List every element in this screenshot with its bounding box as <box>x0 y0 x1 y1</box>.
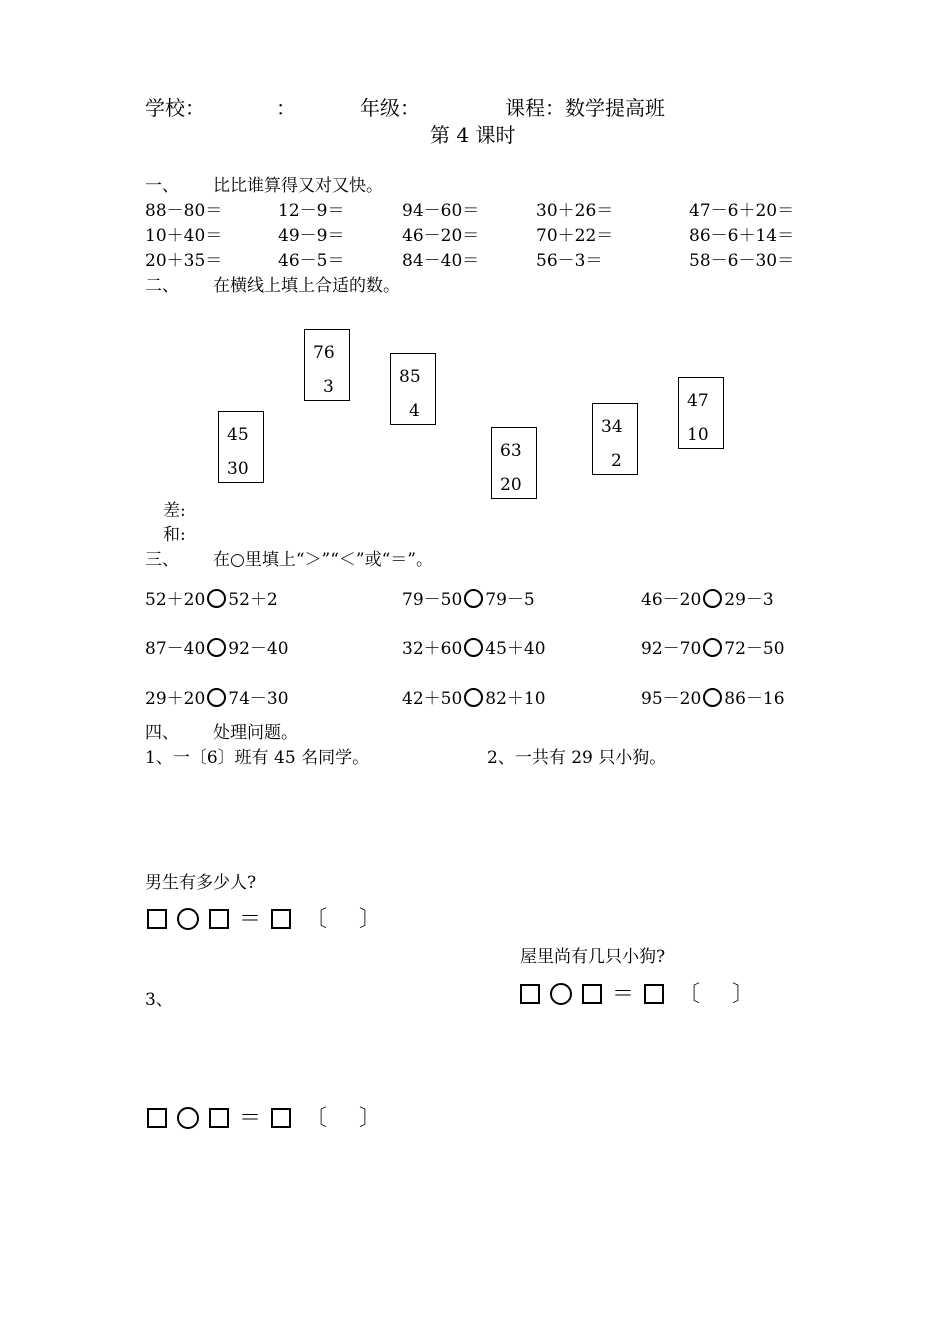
comparison-right: 45＋40 <box>485 639 546 659</box>
comparison-left: 29＋20 <box>145 689 206 709</box>
answer-formula-2 <box>520 977 757 1008</box>
number-box <box>304 329 350 401</box>
exercise: 70＋22＝ <box>536 226 614 246</box>
question-2-ask: 屋里尚有几只小狗? <box>520 947 666 967</box>
number-box <box>592 403 638 475</box>
section1-title: 比比谁算得又对又快。 <box>213 176 383 196</box>
question-1: 1、一〔6〕班有 45 名同学。 <box>145 748 370 768</box>
blank-square[interactable] <box>209 1108 229 1128</box>
compare-circle[interactable] <box>207 638 226 657</box>
sum-label: 和: <box>163 525 186 545</box>
blank-square[interactable] <box>644 984 664 1004</box>
comparison-item <box>402 634 546 659</box>
compare-circle[interactable] <box>703 688 722 707</box>
comparison-left: 32＋60 <box>402 639 463 659</box>
number-box <box>218 411 264 483</box>
comparison-left: 52＋20 <box>145 590 206 610</box>
course-label: 课程：数学提高班 <box>505 96 665 120</box>
number-box <box>678 377 724 449</box>
question-1-ask: 男生有多少人? <box>145 873 257 893</box>
paren-open: 〔 <box>305 907 328 932</box>
comparison-right: 74－30 <box>228 689 289 709</box>
comparison-right: 86－16 <box>724 689 785 709</box>
comparison-item <box>145 684 289 709</box>
exercise: 10＋40＝ <box>145 226 223 246</box>
section1-number: 一、 <box>145 176 179 196</box>
number-box-bottom: 20 <box>500 475 522 495</box>
exercise: 58－6－30＝ <box>689 251 795 271</box>
number-box-bottom: 4 <box>409 401 420 421</box>
exercise: 47－6＋20＝ <box>689 201 795 221</box>
paren-close: 〕 <box>732 982 755 1007</box>
number-box-bottom: 2 <box>611 451 622 471</box>
blank-square[interactable] <box>271 909 291 929</box>
blank-square[interactable] <box>582 984 602 1004</box>
comparison-left: 42＋50 <box>402 689 463 709</box>
section4-number: 四、 <box>145 723 179 743</box>
comparison-item <box>402 684 546 709</box>
exercise: 86－6＋14＝ <box>689 226 795 246</box>
number-box-top: 34 <box>601 417 623 437</box>
comparison-left: 79－50 <box>402 590 463 610</box>
exercise: 20＋35＝ <box>145 251 223 271</box>
question-2: 2、一共有 29 只小狗。 <box>487 748 667 768</box>
number-box-bottom: 3 <box>323 377 334 397</box>
comparison-right: 82＋10 <box>485 689 546 709</box>
compare-circle[interactable] <box>703 638 722 657</box>
compare-circle[interactable] <box>207 688 226 707</box>
number-box <box>491 427 537 499</box>
compare-circle[interactable] <box>464 589 483 608</box>
operator-circle[interactable] <box>550 983 572 1005</box>
lesson-title: 第 4 课时 <box>430 123 516 147</box>
exercise: 84－40＝ <box>402 251 480 271</box>
paren-close: 〕 <box>359 907 382 932</box>
compare-circle[interactable] <box>703 589 722 608</box>
blank-square[interactable] <box>209 909 229 929</box>
exercise: 49－9＝ <box>278 226 345 246</box>
comparison-item <box>402 585 535 610</box>
comparison-right: 52＋2 <box>228 590 278 610</box>
number-box-bottom: 30 <box>227 459 249 479</box>
blank-square[interactable] <box>271 1108 291 1128</box>
compare-circle[interactable] <box>464 688 483 707</box>
number-box-top: 47 <box>687 391 709 411</box>
exercise: 88－80＝ <box>145 201 223 221</box>
number-box-top: 76 <box>313 343 335 363</box>
answer-formula-1 <box>147 902 384 933</box>
compare-circle[interactable] <box>207 589 226 608</box>
paren-close: 〕 <box>359 1106 382 1131</box>
exercise: 56－3＝ <box>536 251 603 271</box>
answer-formula-3 <box>147 1101 384 1132</box>
exercise: 94－60＝ <box>402 201 480 221</box>
comparison-item <box>641 634 785 659</box>
comparison-right: 92－40 <box>228 639 289 659</box>
number-box-top: 63 <box>500 441 522 461</box>
number-box-top: 45 <box>227 425 249 445</box>
question-3: 3、 <box>145 990 173 1010</box>
section3-number: 三、 <box>145 550 179 570</box>
grade-label: 年级： <box>360 96 420 120</box>
comparison-left: 95－20 <box>641 689 702 709</box>
number-box-top: 85 <box>399 367 421 387</box>
comparison-item <box>145 634 289 659</box>
operator-circle[interactable] <box>177 908 199 930</box>
comparison-right: 72－50 <box>724 639 785 659</box>
blank-square[interactable] <box>520 984 540 1004</box>
exercise: 30＋26＝ <box>536 201 614 221</box>
comparison-right: 79－5 <box>485 590 535 610</box>
header-colon: ： <box>276 96 296 120</box>
exercise: 12－9＝ <box>278 201 345 221</box>
comparison-left: 92－70 <box>641 639 702 659</box>
comparison-right: 29－3 <box>724 590 774 610</box>
operator-circle[interactable] <box>177 1107 199 1129</box>
number-box <box>390 353 436 425</box>
blank-square[interactable] <box>147 1108 167 1128</box>
school-label: 学校： <box>145 96 205 120</box>
exercise: 46－20＝ <box>402 226 480 246</box>
section2-title: 在横线上填上合适的数。 <box>213 276 400 296</box>
section4-title: 处理问题。 <box>213 723 298 743</box>
compare-circle[interactable] <box>464 638 483 657</box>
exercise: 46－5＝ <box>278 251 345 271</box>
comparison-left: 46－20 <box>641 590 702 610</box>
equals-sign: ＝ <box>239 1106 262 1131</box>
comparison-item <box>145 585 278 610</box>
equals-sign: ＝ <box>612 982 635 1007</box>
paren-open: 〔 <box>305 1106 328 1131</box>
paren-open: 〔 <box>678 982 701 1007</box>
comparison-item <box>641 684 785 709</box>
number-box-bottom: 10 <box>687 425 709 445</box>
comparison-left: 87－40 <box>145 639 206 659</box>
comparison-item <box>641 585 774 610</box>
difference-label: 差: <box>163 501 186 521</box>
section2-number: 二、 <box>145 276 179 296</box>
equals-sign: ＝ <box>239 907 262 932</box>
blank-square[interactable] <box>147 909 167 929</box>
section3-title: 在○里填上“＞”“＜”或“＝”。 <box>213 550 433 570</box>
